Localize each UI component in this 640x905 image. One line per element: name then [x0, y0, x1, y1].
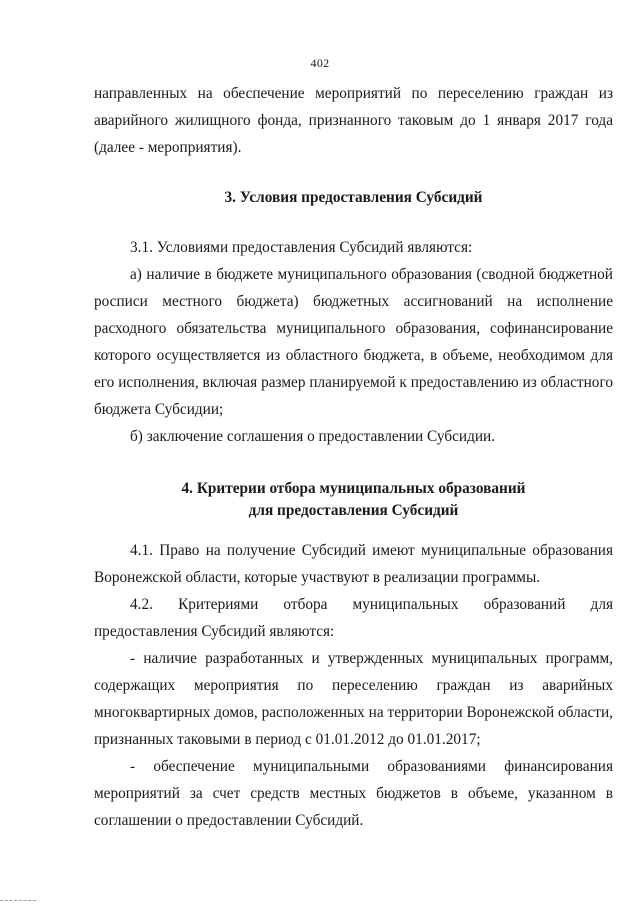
paragraph-4-1: 4.1. Право на получение Субсидий имеют муниципальные образования Воронежской области, которые участвуют в реализации программы. [94, 542, 613, 586]
paragraph-4-2: 4.2. Критериями отбора муниципальных образований для предоставления Субсидий являются: [94, 596, 613, 640]
paragraph-3-1: 3.1. Условиями предоставления Субсидий являются: [130, 239, 473, 256]
section-3-heading-block [94, 187, 613, 209]
paragraph-3-1-b: б) заключение соглашения о предоставлении Субсидии. [130, 428, 496, 445]
section-3-heading: 3. Условия предоставления Субсидий [224, 189, 483, 206]
section-3-body [94, 234, 613, 450]
paragraph-3-1-a: а) наличие в бюджете муниципального образования (сводной бюджетной росписи местного бюджета) бюджетных ассигнований на исполнение расходного обязательства муниципального образования, софинансирование которого осуществляется из областного бюджета, в объеме, необходимом для его исполнения, включая размер планируемой к предоставлению из областного бюджета Субсидии; [94, 266, 613, 418]
section-4-heading-line-2: для предоставления Субсидий [248, 502, 459, 519]
section-4-heading [94, 478, 613, 522]
intro-block [94, 80, 613, 161]
intro-paragraph: направленных на обеспечение мероприятий по переселению граждан из аварийного жилищного фонда, признанного таковым до 1 января 2017 года (далее - мероприятия). [94, 85, 613, 156]
criterion-financing: - обеспечение муниципальными образованиями финансирования мероприятий за счет средств местных бюджетов в объеме, указанном в соглашении о предоставлении Субсидий. [94, 758, 613, 829]
section-4-heading-block [94, 478, 613, 522]
scan-edge-mark [0, 900, 36, 903]
section-4-heading-line-1: 4. Критерии отбора муниципальных образований [181, 480, 526, 497]
criterion-programs: - наличие разработанных и утвержденных муниципальных программ, содержащих мероприятия по переселению граждан из аварийных многоквартирных домов, расположенных на территории Воронежской области, признанных таковыми в период с 01.01.2012 до 01.01.2017; [94, 650, 613, 748]
page-number: 402 [310, 56, 330, 70]
section-4-body [94, 537, 613, 834]
